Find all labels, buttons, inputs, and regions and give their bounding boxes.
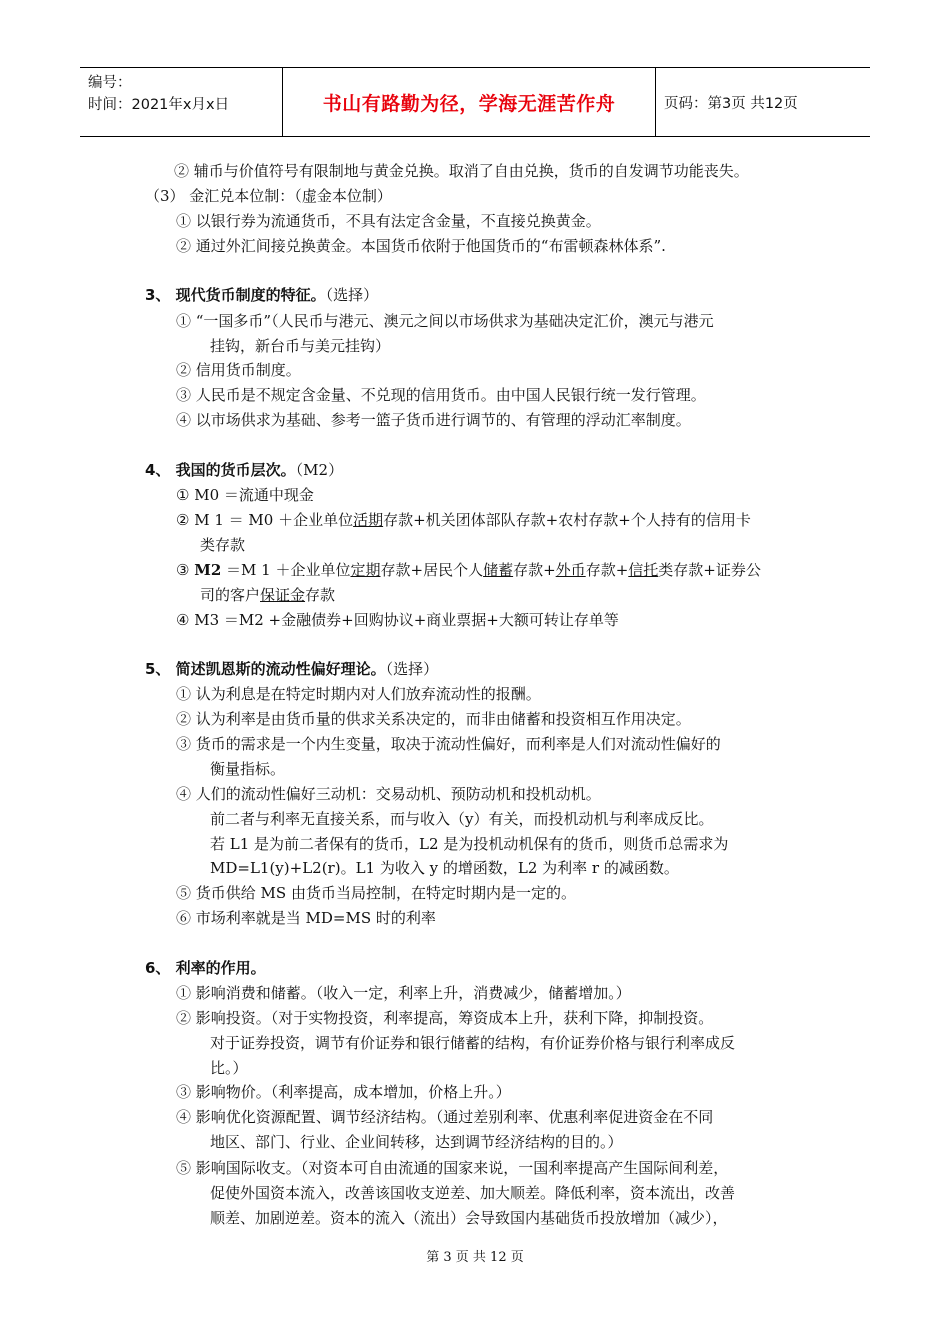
text-line: ② 通过外汇间接兑换黄金。本国货币依附于他国货币的“布雷顿森林体系”. xyxy=(176,237,666,255)
list-item: ③ 影响物价。（利率提高，成本增加，价格上升。） xyxy=(176,1083,511,1101)
list-item: ④ 人们的流动性偏好三动机：交易动机、预防动机和投机动机。 xyxy=(176,785,601,803)
header-meta xyxy=(80,68,283,136)
list-item: ⑤ 货币供给 MS 由货币当局控制，在特定时期内是一定的。 xyxy=(176,884,576,902)
text-line: 前二者与利率无直接关系，而与收入（y）有关，而投机动机与利率成反比。 xyxy=(210,810,714,828)
text-line: 促使外国资本流入，改善该国收支逆差、加大顺差。降低利率，资本流出，改善 xyxy=(210,1184,736,1202)
page-footer: 第 3 页 共 12 页 xyxy=(426,1250,524,1265)
section-note: （M2） xyxy=(295,461,344,479)
header-page-info: 页码：第3页 共12页 xyxy=(664,95,798,112)
section-title: 5、 简述凯恩斯的流动性偏好理论。 xyxy=(145,660,386,678)
text-line: MD=L1(y)+L2(r)。L1 为收入 y 的增函数，L2 为利率 r 的减函数。 xyxy=(210,859,679,877)
text-line: （3） 金汇兑本位制：（虚金本位制） xyxy=(145,187,392,205)
text-line: 司的客户保证金存款 xyxy=(200,586,336,604)
section-note: （选择） xyxy=(325,286,379,304)
list-item: ① M0 ＝流通中现金 xyxy=(176,486,314,504)
section-heading-3 xyxy=(145,285,378,305)
list-item: ① 认为利息是在特定时期内对人们放弃流动性的报酬。 xyxy=(176,685,541,703)
list-item: ② 认为利率是由货币量的供求关系决定的，而非由储蓄和投资相互作用决定。 xyxy=(176,710,691,728)
list-item: ① “一国多币”（人民币与港元、澳元之间以市场供求为基础决定汇价，澳元与港元 xyxy=(176,312,714,330)
list-item: ⑥ 市场利率就是当 MD=MS 时的利率 xyxy=(176,909,436,927)
section-title: 4、 我国的货币层次。 xyxy=(145,461,296,479)
section-title: 3、 现代货币制度的特征。 xyxy=(145,286,326,304)
text-line: 地区、部门、行业、企业间转移，达到调节经济结构的目的。） xyxy=(210,1133,623,1151)
section-note: （选择） xyxy=(385,660,439,678)
list-item: ③ M2 ＝M 1 ＋企业单位定期存款+居民个人储蓄存款+外币存款+信托类存款+证券公 xyxy=(176,561,761,579)
section-title: 6、 利率的作用。 xyxy=(145,959,266,977)
text-line: 挂钩，新台币与美元挂钩） xyxy=(210,337,391,355)
list-item: ② M 1 ＝ M0 ＋企业单位活期存款+机关团体部队存款+农村存款+个人持有的信用卡 xyxy=(176,511,751,529)
text-line: 比。） xyxy=(210,1059,248,1077)
list-item: ④ 影响优化资源配置、调节经济结构。（通过差别利率、优惠利率促进资金在不同 xyxy=(176,1108,714,1126)
list-item: ④ 以市场供求为基础、参考一篮子货币进行调节的、有管理的浮动汇率制度。 xyxy=(176,411,691,429)
list-item: ⑤ 影响国际收支。（对资本可自由流通的国家来说，一国利率提高产生国际间利差， xyxy=(176,1159,729,1177)
text-line: ① 以银行券为流通货币，不具有法定含金量，不直接兑换黄金。 xyxy=(176,212,601,230)
list-item: ③ 货币的需求是一个内生变量，取决于流动性偏好，而利率是人们对流动性偏好的 xyxy=(176,735,721,753)
text-line: 类存款 xyxy=(200,536,246,554)
doc-number-label: 编号： xyxy=(88,75,132,91)
list-item: ④ M3 ＝M2 +金融债券+回购协议+商业票据+大额可转让存单等 xyxy=(176,611,619,629)
list-item: ③ 人民币是不规定含金量、不兑现的信用货币。由中国人民银行统一发行管理。 xyxy=(176,386,706,404)
text-line: ② 辅币与价值符号有限制地与黄金兑换。取消了自由兑换，货币的自发调节功能丧失。 xyxy=(174,162,749,180)
page-header xyxy=(80,67,870,137)
text-line: 对于证券投资，调节有价证券和银行储蓄的结构，有价证券价格与银行利率成反 xyxy=(210,1034,736,1052)
doc-date-label: 时间：2021年x月x日 xyxy=(88,97,230,113)
section-heading-6 xyxy=(145,958,266,978)
list-item: ① 影响消费和储蓄。（收入一定，利率上升，消费减少，储蓄增加。） xyxy=(176,984,631,1002)
text-line: 顺差、加剧逆差。资本的流入（流出）会导致国内基础货币投放增加（减少）， xyxy=(210,1209,728,1227)
section-heading-5 xyxy=(145,659,438,679)
text-line: 若 L1 是为前二者保有的货币，L2 是为投机动机保有的货币，则货币总需求为 xyxy=(210,835,729,853)
text-line: 衡量指标。 xyxy=(210,760,286,778)
list-item: ② 影响投资。（对于实物投资，利率提高，筹资成本上升，获利下降，抑制投资。 xyxy=(176,1009,714,1027)
list-item: ② 信用货币制度。 xyxy=(176,361,301,379)
header-motto: 书山有路勤为径，学海无涯苦作舟 xyxy=(283,68,656,136)
section-heading-4 xyxy=(145,460,343,480)
